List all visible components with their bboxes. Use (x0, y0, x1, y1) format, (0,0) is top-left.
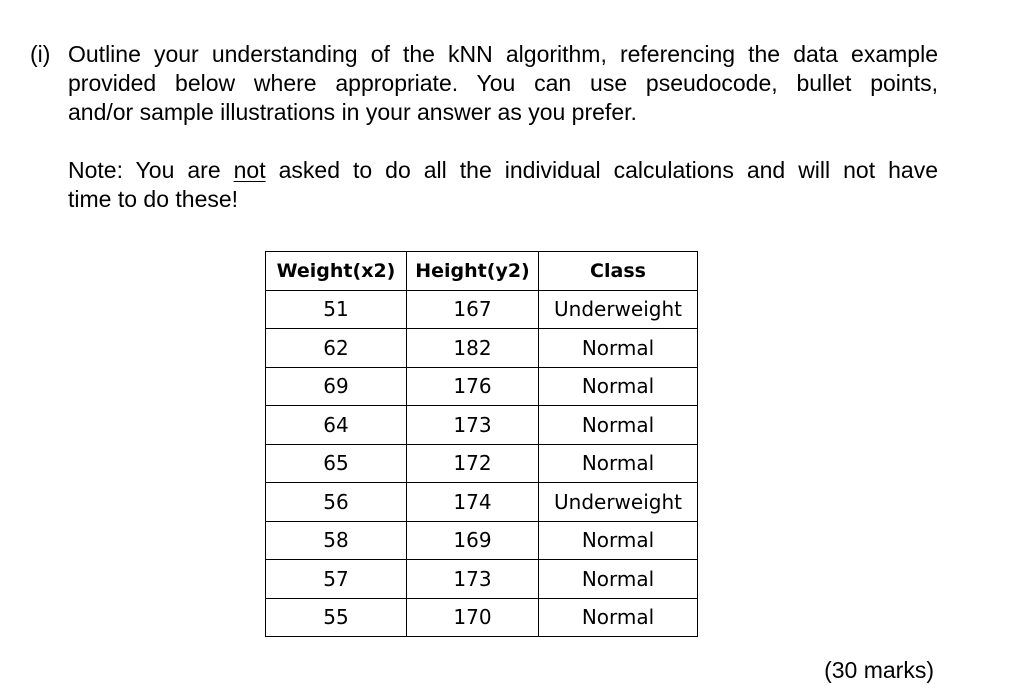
cell-weight: 55 (266, 598, 407, 637)
cell-weight: 62 (266, 329, 407, 368)
cell-height: 170 (407, 598, 539, 637)
question-line-1: Outline your understanding of the kNN algorithm, referencing the data example (68, 41, 938, 67)
table-row (266, 521, 698, 560)
cell-class: Underweight (539, 483, 698, 522)
cell-class: Normal (539, 598, 698, 637)
table-row (266, 444, 698, 483)
cell-weight: 51 (266, 290, 407, 329)
column-header-weight: Weight(x2) (266, 252, 407, 291)
cell-class: Normal (539, 406, 698, 445)
cell-weight: 64 (266, 406, 407, 445)
table-row (266, 367, 698, 406)
cell-class: Normal (539, 521, 698, 560)
cell-weight: 57 (266, 560, 407, 599)
marks-label: (30 marks) (824, 657, 934, 683)
cell-class: Normal (539, 560, 698, 599)
cell-weight: 65 (266, 444, 407, 483)
cell-class: Underweight (539, 290, 698, 329)
column-header-height: Height(y2) (407, 252, 539, 291)
note-line-1 (68, 156, 938, 185)
note-line-2: time to do these! (68, 186, 239, 212)
column-header-class: Class (539, 252, 698, 291)
cell-height: 172 (407, 444, 539, 483)
table-row (266, 329, 698, 368)
table-row (266, 406, 698, 445)
note-underlined-word: not (233, 157, 266, 183)
table-row (266, 598, 698, 637)
question-number: (i) (30, 41, 51, 67)
note-prefix: Note: You are (68, 157, 234, 183)
note-block (68, 156, 938, 214)
cell-height: 167 (407, 290, 539, 329)
cell-height: 174 (407, 483, 539, 522)
question-line-2: provided below where appropriate. You can use pseudocode, bullet points, (68, 70, 938, 96)
note-suffix: asked to do all the individual calculations and will not have (265, 157, 938, 183)
cell-weight: 69 (266, 367, 407, 406)
cell-height: 173 (407, 560, 539, 599)
cell-class: Normal (539, 367, 698, 406)
cell-height: 182 (407, 329, 539, 368)
question-text (68, 40, 938, 127)
cell-weight: 56 (266, 483, 407, 522)
table-row (266, 560, 698, 599)
question-line-3: and/or sample illustrations in your answer as you prefer. (68, 99, 637, 125)
cell-class: Normal (539, 444, 698, 483)
table-row (266, 290, 698, 329)
cell-height: 169 (407, 521, 539, 560)
cell-height: 176 (407, 367, 539, 406)
table-row (266, 483, 698, 522)
cell-weight: 58 (266, 521, 407, 560)
cell-height: 173 (407, 406, 539, 445)
knn-data-table (265, 251, 698, 637)
table-header-row (266, 252, 698, 291)
cell-class: Normal (539, 329, 698, 368)
